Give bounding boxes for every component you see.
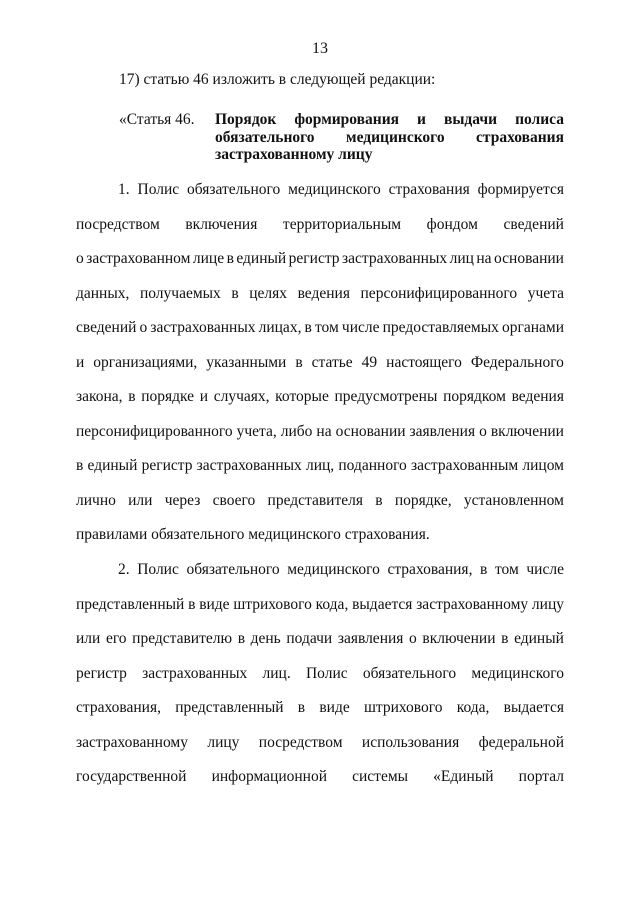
word: кода, <box>456 699 490 716</box>
word: персонифицированного <box>360 284 518 302</box>
word: статье <box>311 353 353 371</box>
word: числе <box>526 561 564 578</box>
word: в <box>295 353 303 371</box>
paragraph-line <box>76 595 564 615</box>
word: в <box>480 561 488 578</box>
page-number: 13 <box>312 40 328 57</box>
word: лицах, <box>258 319 302 336</box>
word: основании <box>335 422 406 440</box>
word: представленный <box>175 699 284 716</box>
word: закона, <box>76 388 123 405</box>
word: лицу <box>207 733 240 751</box>
paragraph-line <box>76 284 564 304</box>
article-title-line: Порядок формирования и выдачи полиса <box>215 111 564 128</box>
word: медицинского <box>288 181 381 198</box>
word: Федерального <box>470 353 564 371</box>
word: медицинского <box>471 664 564 682</box>
word: обязательного <box>186 561 280 578</box>
word: застрахованному <box>416 595 529 613</box>
word: страхования, <box>387 561 473 578</box>
word: медицинского <box>287 561 380 578</box>
paragraph-line <box>76 318 564 338</box>
word: ведения <box>297 284 350 302</box>
word: том <box>314 319 339 336</box>
word: настоящего <box>386 353 462 371</box>
word: о <box>409 630 417 647</box>
word: заявления <box>337 630 404 647</box>
paragraph-line <box>76 767 564 787</box>
word: лице <box>192 250 225 267</box>
word: посредством <box>76 215 160 233</box>
word: 2. <box>118 561 130 578</box>
word: случаях, <box>213 388 270 405</box>
paragraph-line <box>76 249 564 269</box>
word: порядком <box>443 388 506 405</box>
word: получаемых <box>139 284 221 302</box>
word: через <box>164 491 201 509</box>
paragraph-line <box>76 456 564 476</box>
word: застрахованным <box>410 457 519 474</box>
word: основании <box>494 250 564 267</box>
word: застрахованных <box>342 250 448 267</box>
word: лицу <box>531 595 564 613</box>
word: виде <box>199 595 230 613</box>
word: в <box>237 630 246 647</box>
word: представителю <box>132 630 233 647</box>
word: Полис <box>305 664 348 682</box>
paragraph-line: правилами обязательного медицинского страхования. <box>76 526 430 543</box>
word: страхования, <box>76 699 161 716</box>
word: страхования <box>388 181 470 198</box>
word: в <box>226 250 234 267</box>
word: застрахованных <box>196 457 302 474</box>
word: Полис <box>137 561 179 578</box>
word: день <box>250 630 281 647</box>
word: застрахованном <box>86 250 191 267</box>
word: предусмотрены <box>334 388 438 405</box>
paragraph-line <box>76 664 564 684</box>
word: в <box>128 388 136 405</box>
word: регистр <box>76 664 127 682</box>
word: или <box>76 630 101 647</box>
word: или <box>128 491 153 509</box>
word: застрахованному <box>76 733 188 751</box>
amendment-intro: 17) статью 46 изложить в следующей редакции: <box>119 71 436 88</box>
word: лиц. <box>262 664 291 682</box>
word: в <box>76 457 84 474</box>
word: данных, <box>76 284 130 302</box>
paragraph-line <box>76 733 564 753</box>
word: включения <box>185 215 258 233</box>
word: учета <box>527 284 564 302</box>
word: том <box>494 561 519 578</box>
word: числе <box>341 319 380 336</box>
word: фондом <box>426 215 478 233</box>
word: использования <box>361 733 460 751</box>
word: единый <box>514 630 564 647</box>
word: 1. <box>118 181 130 198</box>
word: формируется <box>477 181 564 198</box>
word: застрахованных <box>150 319 256 336</box>
word: лично <box>76 491 116 509</box>
word: о <box>139 319 148 336</box>
word: своего <box>212 491 256 509</box>
word: штрихового <box>233 595 312 613</box>
article-label: «Статья 46. <box>119 111 195 128</box>
word: посредством <box>258 733 343 751</box>
article-title-line: застрахованному лицу <box>215 146 373 163</box>
word: Полис <box>137 181 180 198</box>
word: регистр <box>141 457 193 474</box>
word: поданного <box>338 457 407 474</box>
paragraph-line <box>118 560 564 580</box>
word: в <box>231 284 239 302</box>
word: в <box>188 595 196 613</box>
word: в <box>297 699 306 716</box>
word: системы <box>352 768 409 785</box>
word: в <box>304 319 312 336</box>
word: указанными <box>206 353 287 371</box>
word: порядке, <box>394 491 452 509</box>
word: предоставляемых <box>382 319 499 336</box>
word: виде <box>319 699 350 716</box>
word: на <box>476 250 492 267</box>
word: учета, <box>236 422 277 440</box>
word: застрахованных <box>142 664 248 682</box>
paragraph-line <box>76 422 564 442</box>
word: заявления <box>409 422 476 440</box>
word: персонифицированного <box>76 422 233 440</box>
word: включении <box>422 630 496 647</box>
word: информационной <box>211 768 328 785</box>
paragraph-line <box>76 491 564 511</box>
word: о <box>479 422 487 440</box>
article-title-line: обязательного медицинского страхования <box>215 128 564 146</box>
paragraph-line <box>76 353 564 373</box>
word: подачи <box>286 630 333 647</box>
word: ведения <box>511 388 564 405</box>
paragraph-line <box>118 180 564 200</box>
word: включении <box>490 422 564 440</box>
word: о <box>76 250 84 267</box>
word: выдается <box>503 699 564 716</box>
word: кода, <box>315 595 349 613</box>
word: лиц <box>449 250 474 267</box>
word: обязательного <box>187 181 281 198</box>
word: представителя <box>267 491 363 509</box>
word: организациями, <box>93 353 198 371</box>
word: представленный <box>76 595 185 613</box>
word: портал <box>518 768 564 785</box>
paragraph-line <box>76 698 564 718</box>
word: обязательного <box>362 664 457 682</box>
word: штрихового <box>363 699 443 716</box>
word: единый <box>236 250 287 267</box>
word: государственной <box>76 768 187 785</box>
paragraph-line <box>76 629 564 649</box>
word: лицом <box>522 457 564 474</box>
word: 49 <box>361 353 378 371</box>
word: и <box>76 353 85 371</box>
word: органами <box>501 319 564 336</box>
word: выдается <box>352 595 413 613</box>
word: сведений <box>76 319 137 336</box>
word: лиц, <box>305 457 335 474</box>
word: регистр <box>288 250 340 267</box>
word: в <box>501 630 509 647</box>
word: целях <box>249 284 288 302</box>
word: порядке <box>141 388 195 405</box>
paragraph-line <box>76 387 564 407</box>
word: и <box>199 388 209 405</box>
word: его <box>105 630 127 647</box>
word: федеральной <box>478 733 564 751</box>
word: «Единый <box>433 768 494 785</box>
word: территориальным <box>282 215 402 233</box>
word: сведений <box>503 215 564 233</box>
article-title <box>215 111 564 164</box>
word: которые <box>275 388 329 405</box>
word: установленном <box>463 491 564 509</box>
word: в <box>375 491 383 509</box>
paragraph-line <box>76 215 564 235</box>
word: на <box>316 422 332 440</box>
word: либо <box>280 422 313 440</box>
word: единый <box>87 457 138 474</box>
